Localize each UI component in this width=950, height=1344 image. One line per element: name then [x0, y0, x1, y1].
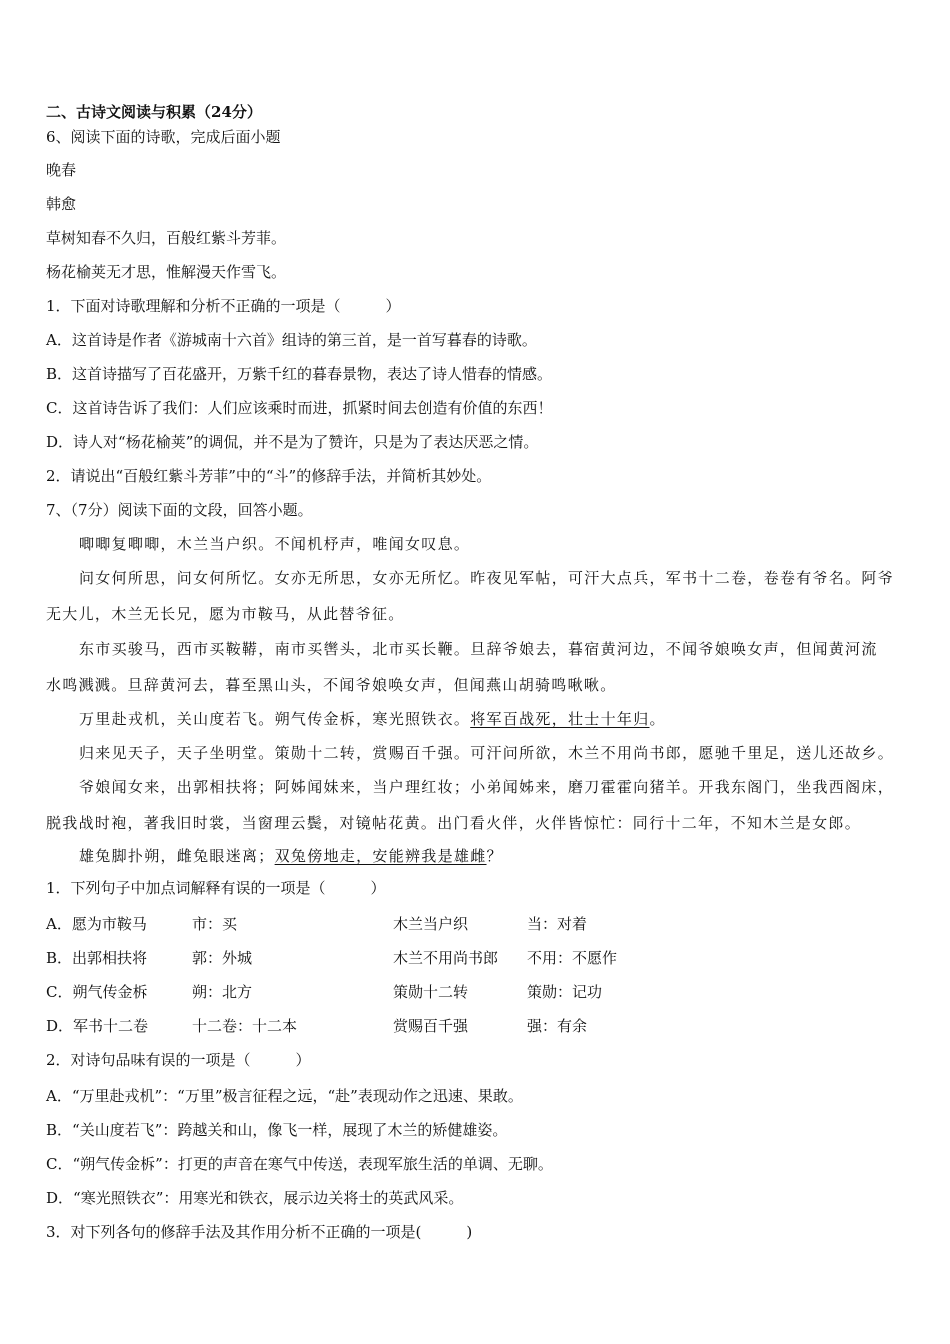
q7-2-option-c: C．“朔气传金柝”：打更的声音在寒气中传送，表现军旅生活的单调、无聊。	[46, 1155, 553, 1173]
q6-1-option-b: B．这首诗描写了百花盛开，万紫千红的暮春景物，表达了诗人惜春的情感。	[46, 365, 553, 383]
passage-paragraph: 唧唧复唧唧，木兰当户织。不闻机杼声，唯闻女叹息。	[79, 535, 471, 553]
passage-text: ？	[486, 847, 503, 865]
gloss-label: D．军书十二卷	[46, 1017, 149, 1035]
poem-line: 杨花榆荚无才思，惟解漫天作雪飞。	[46, 263, 287, 281]
passage-text: 万里赴戎机，关山度若飞。朔气传金柝，寒光照铁衣。	[79, 710, 471, 728]
q6-1-option-d: D．诗人对“杨花榆荚”的调侃，并不是为了赞许，只是为了表达厌恶之情。	[46, 433, 539, 451]
gloss-meaning: 强：有余	[527, 1017, 588, 1035]
passage-paragraph	[79, 846, 503, 866]
passage-paragraph: 爷娘闻女来，出郭相扶将；阿姊闻妹来，当户理红妆；小弟闻姊来，磨刀霍霍向猪羊。开我东阁门，坐我西阁床，	[79, 778, 895, 796]
gloss-meaning: 朔：北方	[192, 983, 253, 1001]
gloss-phrase: 木兰不用尚书郎	[393, 949, 499, 967]
gloss-meaning: 不用：不愿作	[527, 949, 618, 967]
q7-1-stem: 1．下列句子中加点词解释有误的一项是（ ）	[46, 879, 386, 897]
passage-paragraph	[79, 709, 666, 729]
gloss-label: C．朔气传金柝	[46, 983, 148, 1001]
passage-paragraph-cont: 水鸣溅溅。旦辞黄河去，暮至黑山头，不闻爷娘唤女声，但闻燕山胡骑鸣啾啾。	[46, 676, 617, 694]
q6-2-stem: 2．请说出“百般红紫斗芳菲”中的“斗”的修辞手法，并简析其妙处。	[46, 467, 492, 485]
gloss-phrase: 策勋十二转	[393, 983, 469, 1001]
passage-paragraph-cont: 脱我战时袍，著我旧时裳，当窗理云鬓，对镜帖花黄。出门看火伴，火伴皆惊忙：同行十二年，不知木兰是女郎。	[46, 814, 862, 832]
gloss-phrase: 木兰当户织	[393, 915, 469, 933]
poem-author: 韩愈	[46, 195, 77, 213]
underlined-sentence: 将军百战死，壮士十年归	[470, 710, 650, 728]
q7-2-option-d: D．“寒光照铁衣”：用寒光和铁衣，展示边关将士的英武风采。	[46, 1189, 464, 1207]
gloss-phrase: 赏赐百千强	[393, 1017, 469, 1035]
passage-text: 。	[649, 710, 666, 728]
poem-title: 晚春	[46, 161, 77, 179]
q6-intro: 6、阅读下面的诗歌，完成后面小题	[46, 128, 281, 146]
q7-2-stem: 2．对诗句品味有误的一项是（ ）	[46, 1051, 311, 1069]
poem-line: 草树知春不久归，百般红紫斗芳菲。	[46, 229, 287, 247]
q6-1-option-a: A．这首诗是作者《游城南十六首》组诗的第三首，是一首写暮春的诗歌。	[46, 331, 537, 349]
passage-paragraph: 东市买骏马，西市买鞍鞯，南市买辔头，北市买长鞭。旦辞爷娘去，暮宿黄河边，不闻爷娘唤女声，但闻黄河流	[79, 640, 878, 658]
gloss-meaning: 市：买	[192, 915, 238, 933]
passage-paragraph: 归来见天子，天子坐明堂。策勋十二转，赏赐百千强。可汗问所欲，木兰不用尚书郎，愿驰千里足，送儿还故乡。	[79, 744, 895, 762]
passage-text: 雄兔脚扑朔，雌兔眼迷离；	[79, 847, 275, 865]
passage-paragraph-cont: 无大儿，木兰无长兄，愿为市鞍马，从此替爷征。	[46, 605, 405, 623]
gloss-meaning: 郭：外城	[192, 949, 253, 967]
gloss-meaning: 策勋：记功	[527, 983, 603, 1001]
section-title: 二、古诗文阅读与积累（24分）	[46, 103, 262, 121]
q7-2-option-b: B．“关山度若飞”：跨越关和山，像飞一样，展现了木兰的矫健雄姿。	[46, 1121, 508, 1139]
q6-1-option-c: C．这首诗告诉了我们：人们应该乘时而进，抓紧时间去创造有价值的东西！	[46, 399, 553, 417]
gloss-label: B．出郭相扶将	[46, 949, 148, 967]
q7-3-stem: 3．对下列各句的修辞手法及其作用分析不正确的一项是( )	[46, 1223, 473, 1241]
underlined-sentence: 双兔傍地走，安能辨我是雄雌	[274, 847, 487, 865]
q6-1-stem: 1．下面对诗歌理解和分析不正确的一项是（ ）	[46, 297, 401, 315]
q7-intro: 7、（7分）阅读下面的文段，回答小题。	[46, 501, 313, 519]
gloss-meaning: 当：对着	[527, 915, 588, 933]
q7-2-option-a: A．“万里赴戎机”：“万里”极言征程之远，“赴”表现动作之迅速、果敢。	[46, 1087, 523, 1105]
passage-paragraph: 问女何所思，问女何所忆。女亦无所思，女亦无所忆。昨夜见军帖，可汗大点兵，军书十二卷，卷卷有爷名。阿爷	[79, 569, 895, 587]
gloss-label: A．愿为市鞍马	[46, 915, 147, 933]
gloss-meaning: 十二卷：十二本	[192, 1017, 298, 1035]
